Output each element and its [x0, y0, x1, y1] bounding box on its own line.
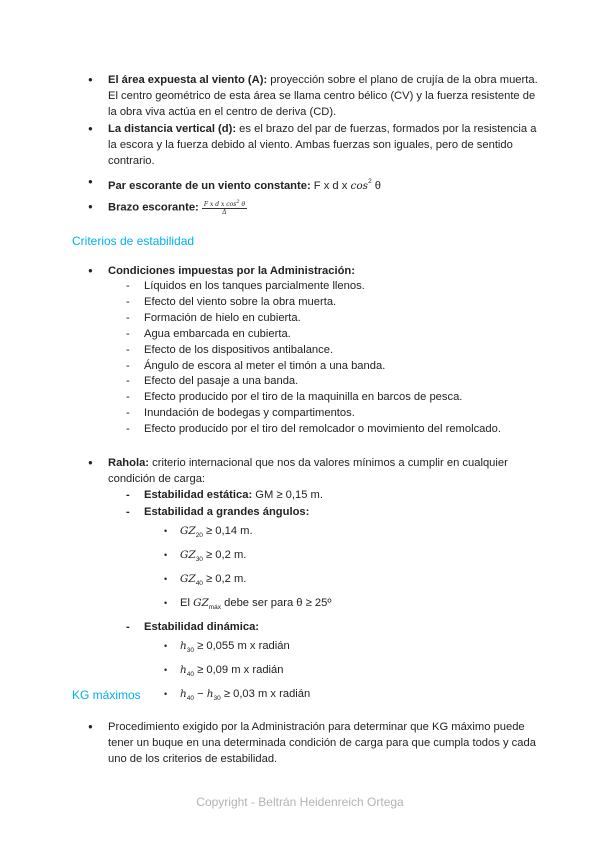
h-symbol: h — [180, 688, 187, 700]
list-item — [0, 547, 538, 568]
list-item — [0, 638, 538, 659]
copyright-footer: Copyright - Beltrán Heidenreich Ortega — [196, 795, 404, 809]
fraction — [202, 199, 247, 216]
grandes-label: Estabilidad a grandes ángulos: — [144, 506, 310, 518]
list-item: - Ángulo de escora al meter el timón a una banda. — [0, 359, 600, 375]
estatica-value: GM ≥ 0,15 m. — [252, 489, 323, 501]
gz-symbol: GZ — [180, 573, 196, 585]
list-item: ● Procedimiento exigido por la Administración para determinar que KG máximo puede tener un buque en una determinada condición de carga para que cumpla todos y cada uno de los criterios de estabilidad. — [0, 719, 600, 767]
list-item: - Agua embarcada en cubierta. — [0, 327, 600, 343]
list-item — [0, 263, 600, 279]
kg-list — [0, 719, 600, 767]
gz-value: ≥ 0,2 m. — [202, 573, 247, 585]
list-item — [0, 504, 600, 616]
gz-subscript: 40 — [195, 580, 203, 587]
list-item: - Formación de hielo en cubierta. — [0, 311, 600, 327]
h-symbol: h — [180, 664, 187, 676]
cos-symbol: cos — [350, 180, 369, 192]
list-item — [0, 455, 600, 487]
numerator-text: F x d x cos — [203, 201, 237, 208]
rahola-list — [0, 455, 600, 487]
item-label: El área expuesta al viento (A): — [108, 74, 268, 86]
criterios-list — [0, 263, 600, 279]
gz-value: ≥ 0,2 m. — [202, 549, 247, 561]
gz-value: ≥ 0,14 m. — [202, 525, 253, 537]
h-subscript: 40 — [186, 695, 194, 702]
list-item — [0, 523, 538, 544]
list-item: - Efecto del viento sobre la obra muerta. — [0, 295, 600, 311]
dinamica-label: Estabilidad dinámica: — [144, 621, 260, 633]
gzmax-subscript: máx — [208, 604, 222, 611]
list-item: - Inundación de bodegas y compartimentos. — [0, 406, 600, 422]
list-item — [0, 199, 600, 216]
gz-symbol: GZ — [193, 597, 209, 609]
list-item: - Efecto producido por el tiro de la maquinilla en barcos de pesca. — [0, 390, 600, 406]
theta-symbol: θ — [296, 597, 303, 609]
numerator-exponent: 2 — [236, 199, 240, 205]
h-subscript: 30 — [186, 647, 194, 654]
gz-symbol: GZ — [180, 525, 196, 537]
item-text: criterio internacional que nos da valores mínimos a cumplir en cualquier condición de carga: — [108, 457, 508, 485]
administracion-conditions — [0, 279, 600, 438]
h-value: ≥ 0,03 m x radián — [220, 688, 311, 700]
rahola-criteria — [0, 487, 600, 710]
list-item — [0, 72, 600, 120]
item-label: Condiciones impuestas por la Administración: — [108, 265, 355, 277]
h-subscript: 30 — [213, 695, 221, 702]
numerator-theta: θ — [239, 201, 246, 208]
list-item: - Efecto del pasaje a una banda. — [0, 374, 600, 390]
item-label: Par escorante de un viento constante: — [108, 180, 311, 192]
item-label: Rahola: — [108, 457, 150, 469]
formula-text: F x d x — [310, 180, 351, 192]
criterios-heading: Criterios de estabilidad — [72, 234, 195, 248]
h-symbol: h — [206, 688, 214, 700]
theta-symbol: θ — [371, 180, 382, 192]
h-subscript: 40 — [186, 671, 194, 678]
fraction-numerator — [202, 199, 247, 209]
gz-list — [0, 523, 538, 616]
gz-subscript: 30 — [195, 556, 203, 563]
gz-symbol: GZ — [180, 549, 196, 561]
list-item: - Efecto producido por el tiro del remolcador o movimiento del remolcado. — [0, 422, 600, 438]
gzmax-prefix: El — [180, 597, 194, 609]
gz-subscript: 20 — [195, 532, 203, 539]
gzmax-value: ≥ 25º — [302, 597, 332, 609]
list-item: - Líquidos en los tanques parcialmente llenos. — [0, 279, 600, 295]
gzmax-suffix: debe ser para — [221, 597, 297, 609]
list-item — [0, 571, 538, 592]
h-value: ≥ 0,09 m x radián — [194, 664, 284, 676]
wind-definitions-list — [0, 72, 600, 216]
minus-sign: − — [194, 688, 207, 700]
list-item: - Efecto de los dispositivos antibalance. — [0, 343, 600, 359]
list-item — [0, 662, 538, 683]
item-text: es el brazo del par de fuerzas, formados por la resistencia a la escora y la fuerza debido al viento. Ambas fuerzas son iguales, pero de sentido contrario. — [108, 123, 537, 167]
estatica-label: Estabilidad estática: — [144, 489, 253, 501]
list-item — [0, 487, 600, 503]
item-label: La distancia vertical (d): — [108, 123, 237, 135]
item-label: Brazo escorante: — [108, 201, 199, 214]
exponent: 2 — [368, 178, 372, 185]
list-item — [0, 595, 538, 616]
item-text: proyección sobre el plano de crujía de la obra muerta. El centro geométrico de esta área se llama centro bélico (CV) y la fuerza resistente de la obra viva actúa en el centro de deriva (CD). — [108, 74, 538, 118]
fraction-denominator: Δ — [222, 209, 227, 216]
list-item — [0, 174, 600, 194]
h-symbol: h — [180, 640, 187, 652]
h-value: ≥ 0,055 m x radián — [194, 640, 290, 652]
list-item — [0, 121, 600, 169]
kg-heading: KG máximos — [72, 688, 141, 702]
